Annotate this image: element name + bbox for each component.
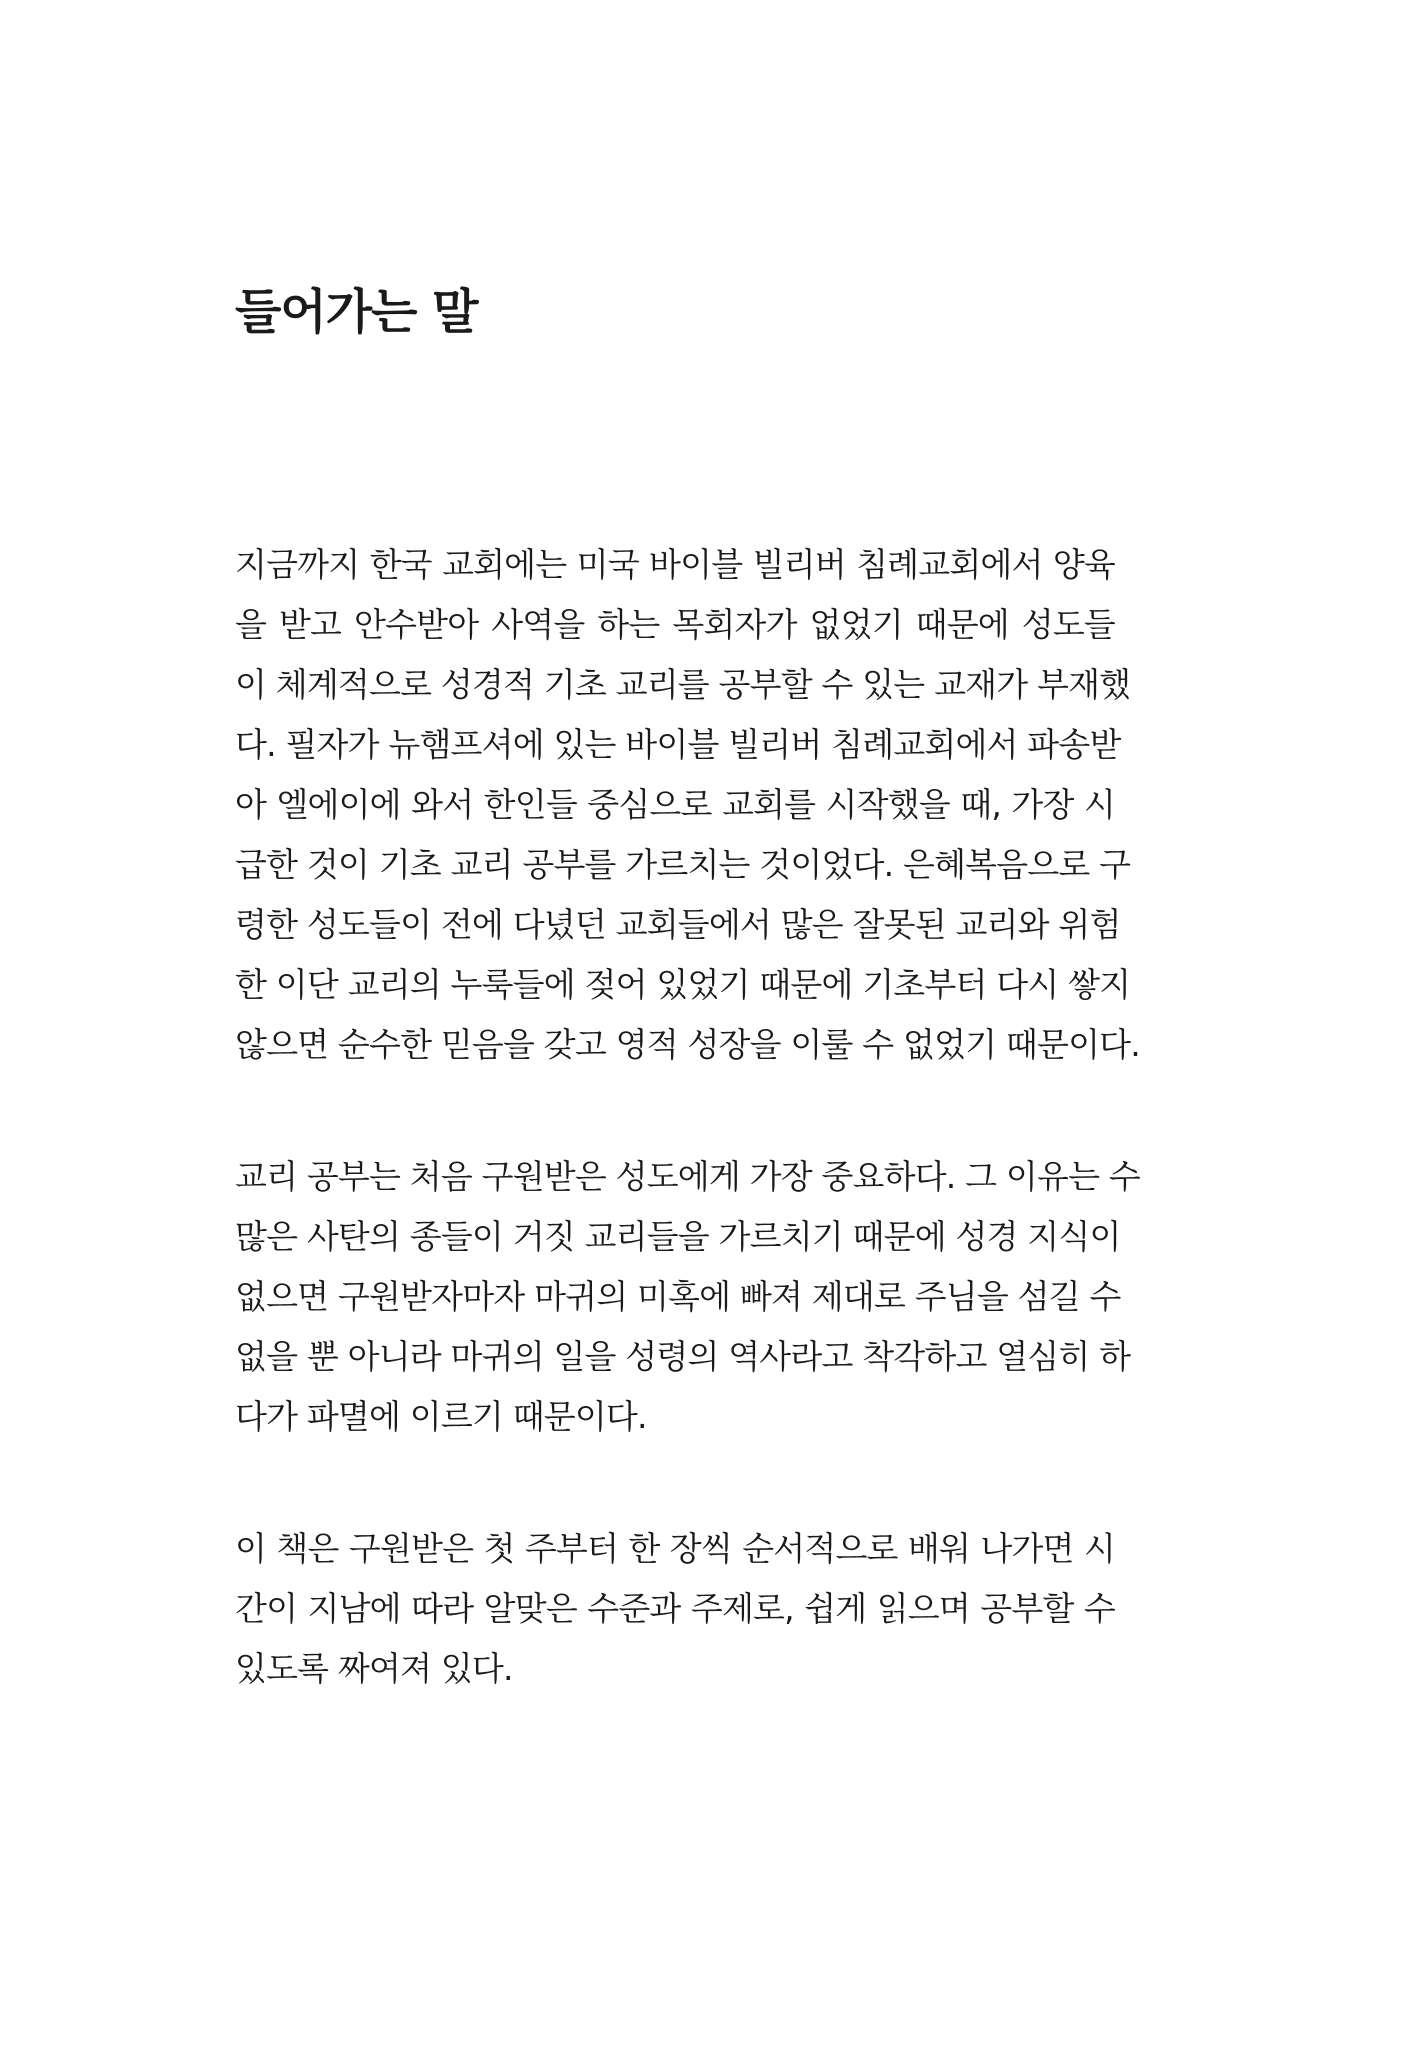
text-line: 없으면 구원받자마자 마귀의 미혹에 빠져 제대로 주님을 섬길 수 <box>235 1277 1121 1316</box>
text-line: 다가 파멸에 이르기 때문이다. <box>235 1397 647 1436</box>
text-line: 령한 성도들이 전에 다녔던 교회들에서 많은 잘못된 교리와 위험 <box>235 905 1121 944</box>
text-line: 급한 것이 기초 교리 공부를 가르치는 것이었다. 은혜복음으로 구 <box>235 845 1131 884</box>
text-line: 을 받고 안수받아 사역을 하는 목회자가 없었기 때문에 성도들 <box>235 605 1115 644</box>
text-line: 다. 필자가 뉴햄프셔에 있는 바이블 빌리버 침례교회에서 파송받 <box>235 725 1121 764</box>
text-line: 간이 지남에 따라 알맞은 수준과 주제로, 쉽게 읽으며 공부할 수 <box>235 1589 1115 1628</box>
text-line: 이 체계적으로 성경적 기초 교리를 공부할 수 있는 교재가 부재했 <box>235 665 1131 704</box>
text-line: 아 엘에이에 와서 한인들 중심으로 교회를 시작했을 때, 가장 시 <box>235 785 1115 824</box>
text-line: 않으면 순수한 믿음을 갖고 영적 성장을 이룰 수 없었기 때문이다. <box>235 1025 1140 1064</box>
text-line: 있도록 짜여져 있다. <box>235 1649 513 1688</box>
paragraph-2 <box>235 1147 1140 1447</box>
text-line: 한 이단 교리의 누룩들에 젖어 있었기 때문에 기초부터 다시 쌓지 <box>235 965 1131 1004</box>
text-line: 지금까지 한국 교회에는 미국 바이블 빌리버 침례교회에서 양육 <box>235 545 1115 584</box>
text-line: 이 책은 구원받은 첫 주부터 한 장씩 순서적으로 배워 나가면 시 <box>235 1529 1115 1568</box>
paragraph-3 <box>235 1519 1115 1699</box>
paragraph-1 <box>235 535 1140 1075</box>
chapter-title: 들어가는 말 <box>235 284 478 340</box>
body-text <box>235 535 1140 1771</box>
text-line: 없을 뿐 아니라 마귀의 일을 성령의 역사라고 착각하고 열심히 하 <box>235 1337 1131 1376</box>
text-line: 많은 사탄의 종들이 거짓 교리들을 가르치기 때문에 성경 지식이 <box>235 1217 1121 1256</box>
text-line: 교리 공부는 처음 구원받은 성도에게 가장 중요하다. 그 이유는 수 <box>235 1157 1140 1196</box>
